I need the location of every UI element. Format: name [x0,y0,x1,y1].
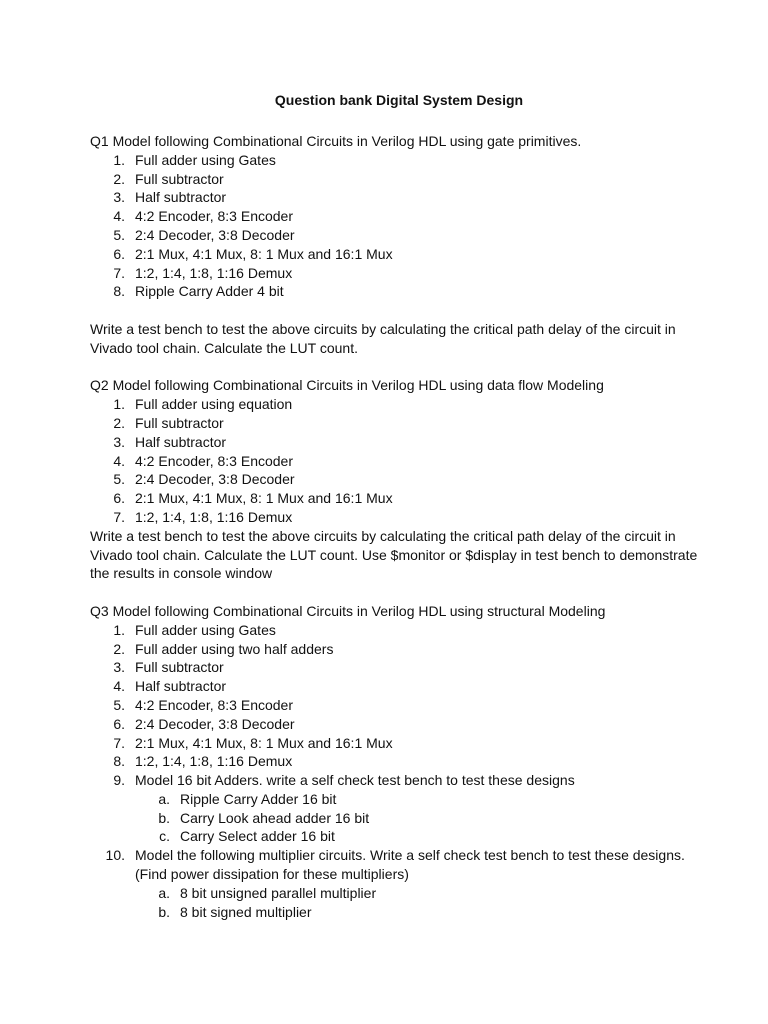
sub-list-item-text: Carry Select adder 16 bit [180,828,335,845]
question-1-note: Write a test bench to test the above circuits by calculating the critical path delay of the circuit in Vivado tool chain. Calculate the LUT count. [90,320,676,356]
sub-list-item-text: 8 bit unsigned parallel multiplier [180,884,377,901]
list-item: 4. 4:2 Encoder, 8:3 Encoder [113,208,293,225]
question-1 [90,132,708,358]
list-item: 1. Full adder using equation [113,396,293,413]
list-item-text: Half subtractor [135,189,227,206]
list-item-text: 2:1 Mux, 4:1 Mux, 8: 1 Mux and 16:1 Mux [135,490,393,507]
list-item: 7. 2:1 Mux, 4:1 Mux, 8: 1 Mux and 16:1 Mux [113,734,393,751]
sub-list-letter: a. [158,884,170,901]
list-item-text: Ripple Carry Adder 4 bit [135,283,284,300]
sub-list [135,790,708,846]
list-item-text: Full adder using equation [135,396,293,413]
question-1-list [90,151,708,301]
spacer [90,301,708,320]
list-item: 5. 2:4 Decoder, 3:8 Decoder [113,226,295,243]
sub-list-letter: a. [158,790,170,807]
list-item: 5. 2:4 Decoder, 3:8 Decoder [113,471,295,488]
list-item-text: Full subtractor [135,659,224,676]
question-1-heading: Q1 Model following Combinational Circuits in Verilog HDL using gate primitives. [90,133,582,149]
list-item: 6. 2:1 Mux, 4:1 Mux, 8: 1 Mux and 16:1 Mux [113,245,393,262]
list-item-text: 2:1 Mux, 4:1 Mux, 8: 1 Mux and 16:1 Mux [135,734,393,751]
sub-list-item [135,827,708,846]
list-item: 4. Half subtractor [113,678,227,695]
document-title: Question bank Digital System Design [274,92,524,108]
sub-list-item [135,903,708,922]
list-item-text: Model the following multiplier circuits. Write a self check test bench to test these designs. (Find power dissipation for these multipliers) [135,847,685,883]
spacer [90,583,708,602]
list-item: 7. 1:2, 1:4, 1:8, 1:16 Demux [113,264,293,281]
list-item-text: 1:2, 1:4, 1:8, 1:16 Demux [135,508,293,525]
list-item-number: 9. [113,772,125,789]
question-2-heading: Q2 Model following Combinational Circuits in Verilog HDL using data flow Modeling [90,377,604,394]
sub-list-letter: c. [159,828,170,845]
sub-list-item-text: Carry Look ahead adder 16 bit [180,809,370,826]
list-item-text: 4:2 Encoder, 8:3 Encoder [135,452,293,469]
spacer [90,358,708,377]
list-item-text: 2:4 Decoder, 3:8 Decoder [135,226,295,243]
list-item-text: 2:1 Mux, 4:1 Mux, 8: 1 Mux and 16:1 Mux [135,245,393,262]
list-item-text: Full subtractor [135,414,224,431]
list-item: 8. Ripple Carry Adder 4 bit [113,283,284,300]
list-item [90,771,708,846]
sub-list-item-text: 8 bit signed multiplier [180,903,312,920]
sub-list-item [135,790,708,809]
sub-list-item [135,884,708,903]
list-item: 3. Half subtractor [113,189,227,206]
list-item-text: 1:2, 1:4, 1:8, 1:16 Demux [135,264,293,281]
list-item-text: Half subtractor [135,433,227,450]
sub-list-letter: b. [158,809,170,826]
list-item: 6. 2:1 Mux, 4:1 Mux, 8: 1 Mux and 16:1 Mux [113,490,393,507]
list-item-text: 2:4 Decoder, 3:8 Decoder [135,715,295,732]
list-item-text: Full adder using Gates [135,151,276,168]
list-item: 3. Half subtractor [113,433,227,450]
list-item: 1. Full adder using Gates [113,151,276,168]
question-2 [90,376,708,583]
list-item: 5. 4:2 Encoder, 8:3 Encoder [113,696,293,713]
question-3 [90,602,708,922]
list-item: 6. 2:4 Decoder, 3:8 Decoder [113,715,295,732]
list-item-number: 10. [105,847,125,864]
sub-list [135,884,708,922]
list-item: 1. Full adder using Gates [113,621,276,638]
list-item: 2. Full adder using two half adders [113,640,334,657]
list-item-text: 1:2, 1:4, 1:8, 1:16 Demux [135,753,293,770]
sub-list-item-text: Ripple Carry Adder 16 bit [180,790,337,807]
list-item: 2. Full subtractor [113,414,224,431]
list-item-text: Full adder using two half adders [135,640,334,657]
sub-list-item [135,809,708,828]
question-3-list [90,621,708,922]
list-item [90,846,708,921]
list-item: 3. Full subtractor [113,659,224,676]
sub-list-letter: b. [158,903,170,920]
list-item: 8. 1:2, 1:4, 1:8, 1:16 Demux [113,753,293,770]
list-item-text: 2:4 Decoder, 3:8 Decoder [135,471,295,488]
list-item-text: Full adder using Gates [135,621,276,638]
list-item: 2. Full subtractor [113,170,224,187]
question-2-note: Write a test bench to test the above circuits by calculating the critical path delay of the circuit in Vivado tool chain. Calculate the LUT count. Use $monitor or $display in test bench to demonstrate the results in console window [90,527,698,582]
question-3-heading: Q3 Model following Combinational Circuits in Verilog HDL using structural Modeling [90,602,606,619]
list-item-text: 4:2 Encoder, 8:3 Encoder [135,696,293,713]
list-item-text: 4:2 Encoder, 8:3 Encoder [135,208,293,225]
list-item-text: Half subtractor [135,678,227,695]
list-item: 7. 1:2, 1:4, 1:8, 1:16 Demux [113,508,293,525]
question-2-list [90,395,708,527]
list-item-text: Model 16 bit Adders. write a self check test bench to test these designs [135,772,575,789]
list-item: 4. 4:2 Encoder, 8:3 Encoder [113,452,293,469]
list-item-text: Full subtractor [135,170,224,187]
